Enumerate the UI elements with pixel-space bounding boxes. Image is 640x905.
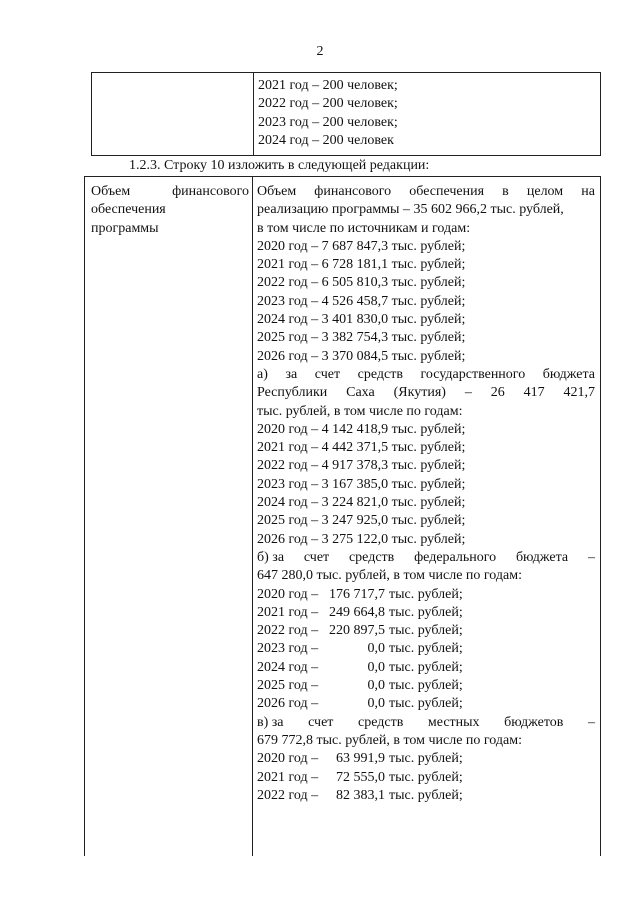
word: бюджета (515, 549, 569, 565)
unit-label: тыс. рублей; (389, 678, 463, 694)
column-divider (252, 177, 253, 856)
unit-label: тыс. рублей; (389, 641, 463, 657)
word: – (464, 385, 472, 401)
text-line: реализацию программы – 35 602 966,2 тыс. рублей, (257, 202, 564, 218)
unit-label: тыс. рублей; (389, 751, 463, 767)
amount-value: 176 717,7 (329, 586, 385, 602)
justified-line (257, 183, 595, 201)
year-amount-line: 2020 год – 7 687 847,3 тыс. рублей; (257, 238, 466, 254)
row-label-line: обеспечения (91, 202, 166, 218)
year-amount-line: 2025 год – 3 247 925,0 тыс. рублей; (257, 513, 466, 529)
word: целом (526, 184, 564, 199)
row-label-line (91, 183, 249, 201)
year-amount-line (257, 622, 595, 640)
year-amount-line: 2023 год – 3 167 385,0 тыс. рублей; (257, 476, 466, 492)
year-amount-line (257, 769, 595, 787)
text-line: в том числе по источникам и годам: (257, 220, 471, 236)
unit-label: тыс. рублей; (389, 586, 463, 602)
top-table-fragment (91, 72, 601, 156)
amount-value: 0,0 (367, 641, 385, 657)
word: Саха (346, 385, 375, 401)
year-amount-line: 2021 год – 6 728 181,1 тыс. рублей; (257, 257, 466, 273)
unit-label: тыс. рублей; (389, 696, 463, 712)
unit-label: тыс. рублей; (389, 769, 463, 785)
financing-table (84, 176, 601, 856)
year-label: 2020 год – (257, 586, 319, 602)
word: средств (348, 549, 395, 565)
year-label: 2026 год – (257, 696, 319, 712)
year-amount-line (257, 787, 595, 805)
justified-line (257, 366, 595, 384)
word: счет (303, 549, 330, 565)
word: обеспечения (409, 184, 485, 199)
word: в) за (257, 714, 284, 730)
year-amount-line (257, 677, 595, 695)
text-line: 647 280,0 тыс. рублей, в том числе по годам: (257, 568, 522, 584)
year-amount-line: 2023 год – 4 526 458,7 тыс. рублей; (257, 293, 466, 309)
amount-value: 249 664,8 (329, 604, 385, 620)
word: счет (314, 366, 341, 382)
justified-line (257, 549, 595, 567)
word: средств (358, 714, 404, 730)
word: федерального (414, 549, 497, 565)
year-label: 2024 год – (257, 659, 319, 675)
word: местных (427, 714, 480, 730)
people-count-line: 2024 год – 200 человек (258, 132, 394, 148)
year-amount-line (257, 640, 595, 658)
word: 26 (490, 385, 505, 401)
year-amount-line (257, 659, 595, 677)
amount-value: 72 555,0 (336, 769, 385, 785)
unit-label: тыс. рублей; (389, 604, 463, 620)
unit-label: тыс. рублей; (389, 623, 463, 639)
year-amount-line (257, 695, 595, 713)
year-amount-line: 2026 год – 3 275 122,0 тыс. рублей; (257, 531, 466, 547)
people-count-line: 2022 год – 200 человек; (258, 96, 398, 112)
row-label-cell (91, 183, 249, 238)
justified-line (257, 384, 595, 402)
unit-label: тыс. рублей; (389, 659, 463, 675)
word: Объем (257, 184, 297, 199)
year-label: 2023 год – (257, 641, 319, 657)
justified-line (257, 714, 595, 732)
word: финансового (172, 184, 249, 199)
amount-value: 82 383,1 (336, 787, 385, 803)
word: Республики (257, 385, 328, 401)
word: Объем (91, 184, 131, 199)
people-count-line: 2021 год – 200 человек; (258, 78, 398, 93)
word: финансового (314, 184, 392, 199)
amendment-instruction: 1.2.3. Строку 10 изложить в следующей редакции: (129, 158, 430, 173)
column-divider (253, 73, 254, 155)
word: в (502, 184, 509, 199)
word: бюджета (542, 366, 595, 382)
amount-value: 0,0 (367, 659, 385, 675)
word: 421,7 (563, 385, 595, 401)
year-amount-line (257, 750, 595, 768)
word: (Якутия) (393, 385, 446, 401)
year-label: 2022 год – (257, 787, 319, 803)
unit-label: тыс. рублей; (389, 787, 463, 803)
year-label: 2025 год – (257, 678, 319, 694)
amount-value: 0,0 (367, 696, 385, 712)
year-amount-line: 2022 год – 6 505 810,3 тыс. рублей; (257, 275, 466, 291)
year-amount-line: 2024 год – 3 401 830,0 тыс. рублей; (257, 312, 466, 328)
people-count-line: 2023 год – 200 человек; (258, 114, 398, 130)
word: а) (257, 366, 268, 382)
word: 417 (523, 385, 545, 401)
year-amount-line: 2020 год – 4 142 418,9 тыс. рублей; (257, 421, 466, 437)
word: б) за (257, 549, 285, 565)
year-label: 2021 год – (257, 769, 319, 785)
year-amount-line: 2026 год – 3 370 084,5 тыс. рублей; (257, 348, 466, 364)
amount-value: 63 991,9 (336, 751, 385, 767)
word: бюджетов (504, 714, 564, 730)
word: на (581, 184, 595, 199)
row-label-line: программы (91, 220, 159, 236)
year-amount-line: 2021 год – 4 442 371,5 тыс. рублей; (257, 440, 466, 456)
year-label: 2021 год – (257, 604, 319, 620)
word: – (587, 714, 595, 730)
year-amount-line: 2022 год – 4 917 378,3 тыс. рублей; (257, 458, 466, 474)
text-line: тыс. рублей, в том числе по годам: (257, 403, 463, 419)
year-label: 2022 год – (257, 623, 319, 639)
word: – (587, 549, 595, 565)
top-table-right-cell (258, 77, 594, 150)
year-label: 2020 год – (257, 751, 319, 767)
year-amount-line: 2024 год – 3 224 821,0 тыс. рублей; (257, 495, 466, 511)
page-number: 2 (316, 44, 324, 59)
amount-value: 0,0 (367, 678, 385, 694)
word: государственного (420, 366, 526, 382)
word: счет (308, 714, 334, 730)
text-line: 679 772,8 тыс. рублей, в том числе по годам: (257, 732, 522, 748)
year-amount-line (257, 586, 595, 604)
word: за (285, 366, 298, 382)
year-amount-line (257, 604, 595, 622)
row-content-cell (257, 183, 595, 805)
amount-value: 220 897,5 (329, 623, 385, 639)
year-amount-line: 2025 год – 3 382 754,3 тыс. рублей; (257, 330, 466, 346)
word: средств (357, 366, 403, 382)
